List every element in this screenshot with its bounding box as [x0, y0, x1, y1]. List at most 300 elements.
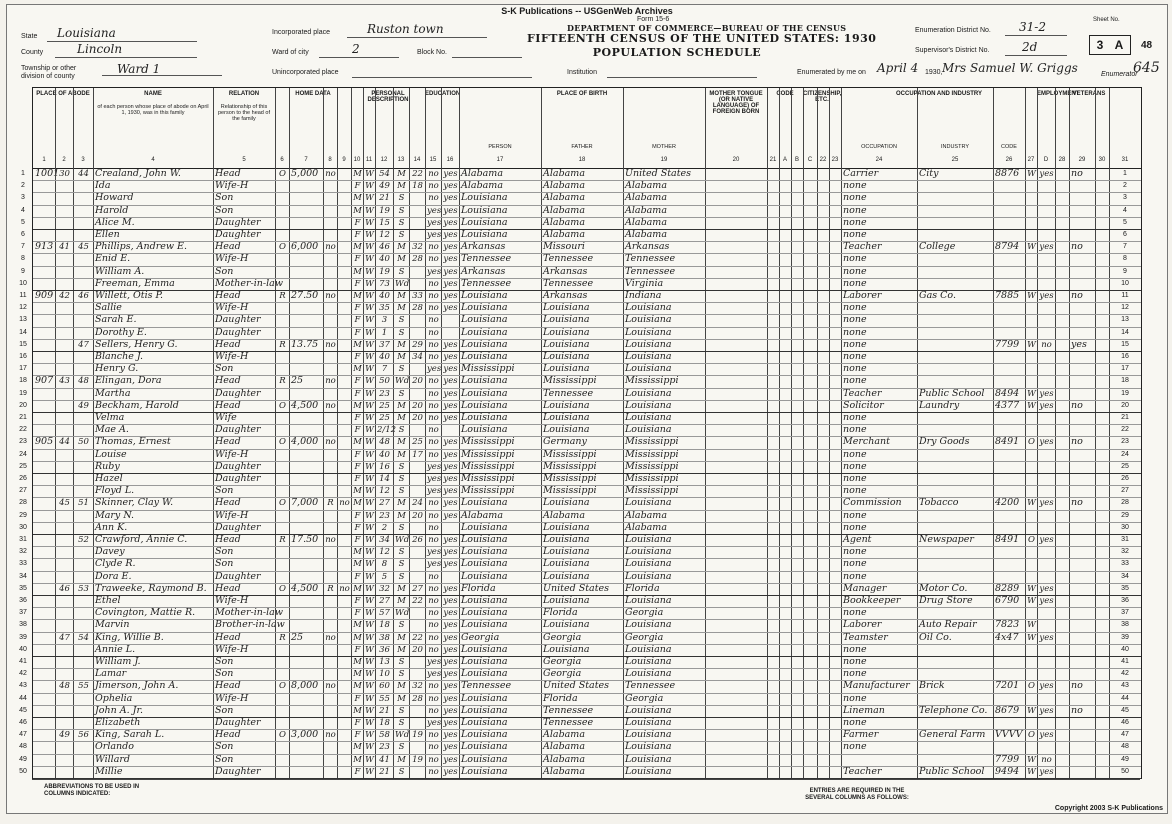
cell-st — [35, 729, 54, 741]
row-number-right: 35 — [1121, 584, 1129, 592]
cell-p: Louisiana — [461, 704, 508, 716]
header-sub-pob-mother: MOTHER — [652, 144, 676, 150]
cell-name: Harold — [95, 204, 129, 216]
row-rule — [33, 205, 1141, 206]
row-number-left: 21 — [19, 414, 27, 421]
cell-ind — [919, 571, 992, 583]
cell-rd: yes — [443, 754, 458, 765]
cell-rad — [325, 449, 336, 461]
cell-val — [291, 351, 322, 363]
cell-sch: yes — [427, 657, 442, 667]
cell-rad — [325, 656, 336, 668]
cell-occ: none — [843, 326, 867, 338]
cell-fam — [75, 754, 92, 766]
cell-mar: S — [398, 193, 405, 204]
cell-sex: M — [353, 754, 362, 765]
cell-vet — [1071, 534, 1094, 546]
cell-agm: 20 — [412, 400, 423, 411]
cell-val: 4,500 — [291, 399, 319, 411]
cell-name: Phillips, Andrew E. — [95, 241, 187, 253]
cell-p: Louisiana — [461, 692, 508, 704]
cell-rd: yes — [443, 388, 458, 399]
cell-vet — [1071, 741, 1094, 753]
cell-race: W — [365, 193, 374, 204]
cell-fam: 55 — [78, 681, 89, 692]
cell-val — [291, 741, 322, 753]
state-value: Louisiana — [57, 26, 116, 40]
cell-agm — [411, 656, 424, 668]
cell-emp — [1039, 327, 1054, 339]
row-number-right: 34 — [1121, 572, 1129, 580]
cell-race: W — [365, 388, 374, 399]
cell-code — [995, 607, 1024, 619]
cell-name: Jimerson, John A. — [95, 680, 179, 692]
cell-age: 14 — [379, 474, 390, 484]
cell-val: 4,000 — [291, 436, 319, 448]
cell-rd: yes — [443, 278, 458, 289]
row-rule — [33, 510, 1141, 511]
cell-sch: no — [428, 620, 439, 631]
row-rule — [33, 436, 1141, 437]
cell-f: Louisiana — [543, 570, 590, 582]
cell-name: Sellers, Henry G. — [95, 338, 178, 350]
cell-val — [291, 693, 322, 705]
cell-f: Alabama — [543, 204, 585, 216]
cell-m: Tennessee — [625, 253, 676, 265]
cell-f: Tennessee — [543, 704, 594, 716]
cell-cls — [1027, 278, 1036, 290]
cell-own — [277, 485, 288, 497]
cell-dw — [57, 314, 72, 326]
cell-mar: S — [398, 571, 405, 582]
cell-agm: 28 — [412, 693, 423, 704]
cell-agm: 18 — [412, 181, 423, 192]
cell-p: Louisiana — [461, 375, 508, 387]
cell-vet — [1071, 192, 1094, 204]
cell-val: 7,000 — [291, 497, 319, 509]
cell-code — [995, 473, 1024, 485]
cell-p: Louisiana — [461, 546, 508, 558]
cell-mar: M — [397, 400, 406, 411]
cell-rad — [325, 253, 336, 265]
cell-race: W — [365, 254, 374, 265]
cell-agm: 20 — [412, 413, 423, 423]
cell-race: W — [365, 449, 374, 460]
enumerated-by-label: Enumerated by me on — [797, 69, 866, 76]
cell-race: W — [365, 730, 374, 741]
header-group: VETERANS — [1072, 91, 1106, 97]
cell-st — [35, 754, 54, 766]
cell-emp: yes — [1039, 169, 1054, 179]
cell-farm — [339, 754, 350, 766]
cell-f: United States — [543, 582, 610, 594]
cell-sex: F — [354, 718, 361, 728]
cell-code — [995, 522, 1024, 534]
cell-f: Louisiana — [543, 643, 590, 655]
cell-val — [291, 180, 322, 192]
cell-agm — [411, 766, 424, 778]
cell-p: Louisiana — [461, 607, 508, 619]
cell-f: Alabama — [543, 216, 585, 228]
cell-agm: 28 — [412, 254, 423, 265]
cell-code — [995, 412, 1024, 424]
cell-rd: yes — [443, 669, 458, 680]
cell-sex: M — [353, 742, 362, 753]
row-rule — [33, 656, 1141, 657]
cell-age: 21 — [379, 766, 390, 777]
cell-ind: Public School — [919, 387, 985, 399]
cell-vet — [1071, 558, 1094, 570]
enum-district-label: Enumeration District No. — [915, 27, 991, 34]
cell-emp: yes — [1039, 437, 1054, 448]
cell-ind — [919, 424, 992, 436]
cell-dw: 45 — [59, 498, 70, 509]
cell-name: King, Willie B. — [95, 631, 164, 643]
table-row — [19, 656, 1141, 668]
cell-m: Mississippi — [625, 448, 679, 460]
cell-age: 15 — [379, 217, 390, 228]
form-number: Form 15-6 — [637, 16, 670, 23]
cell-own — [277, 656, 288, 668]
cell-st — [35, 278, 54, 290]
cell-val — [291, 314, 322, 326]
cell-farm — [339, 705, 350, 717]
row-number-left: 12 — [19, 304, 27, 312]
cell-rd: yes — [443, 498, 458, 509]
row-number-left: 42 — [19, 670, 27, 678]
cell-rad — [325, 705, 336, 717]
cell-st — [35, 351, 54, 363]
table-row — [19, 448, 1141, 461]
row-number-right: 40 — [1121, 645, 1129, 653]
cell-name: Skinner, Clay W. — [95, 497, 174, 509]
cell-val: 25 — [291, 631, 304, 643]
cell-sch: no — [428, 583, 439, 594]
row-rule — [33, 558, 1141, 559]
row-rule — [33, 595, 1141, 596]
cell-val — [291, 412, 322, 424]
table-row — [19, 277, 1141, 290]
row-rule — [33, 534, 1141, 535]
cell-occ: Laborer — [843, 290, 882, 301]
cell-code — [995, 266, 1024, 278]
cell-agm — [411, 278, 424, 290]
cell-name: Elizabeth — [95, 717, 141, 728]
cell-code: 8494 — [995, 387, 1020, 399]
cell-st — [35, 192, 54, 204]
cell-cls — [1027, 510, 1036, 522]
cell-agm — [411, 668, 424, 680]
cell-age: 16 — [379, 461, 390, 472]
cell-rad — [325, 607, 336, 619]
cell-code — [995, 314, 1024, 326]
cell-m: Louisiana — [625, 326, 672, 338]
header-sub-pob-person: PERSON — [488, 144, 512, 150]
column-number: 11 — [365, 157, 373, 163]
column-number: B — [794, 157, 799, 163]
cell-name: Henry G. — [95, 363, 139, 375]
cell-p: Louisiana — [461, 668, 508, 680]
cell-mar: S — [398, 657, 405, 667]
cell-race: W — [365, 461, 374, 472]
cell-own — [277, 192, 288, 204]
row-number-right: 14 — [1121, 328, 1129, 336]
cell-emp — [1039, 619, 1054, 631]
cell-mar: M — [397, 449, 406, 460]
cell-ind — [919, 327, 992, 339]
township-label: Township or other division of county — [21, 65, 77, 80]
cell-race: W — [365, 596, 374, 606]
cell-age: 2/12 — [377, 425, 397, 436]
cell-name: Howard — [95, 192, 134, 204]
row-rule — [33, 192, 1141, 193]
cell-rd: yes — [443, 376, 458, 387]
row-number-left: 22 — [19, 426, 27, 434]
cell-mar: M — [397, 291, 406, 301]
cell-age: 49 — [379, 181, 390, 192]
table-row — [19, 412, 1141, 424]
cell-ind — [919, 449, 992, 461]
cell-m: Georgia — [625, 692, 664, 704]
cell-st — [35, 180, 54, 192]
cell-emp — [1039, 424, 1054, 436]
row-number-left: 41 — [19, 658, 27, 665]
cell-code: 8794 — [995, 241, 1020, 253]
cell-race: W — [365, 266, 374, 277]
cell-vet — [1071, 205, 1094, 217]
row-rule — [33, 449, 1141, 450]
cell-m: Tennessee — [625, 265, 676, 277]
cell-occ: Manufacturer — [843, 680, 910, 692]
cell-p: Louisiana — [461, 387, 508, 399]
cell-own — [277, 693, 288, 705]
row-number-left: 25 — [19, 462, 27, 470]
cell-fam — [75, 741, 92, 753]
cell-f: Louisiana — [543, 424, 590, 436]
row-number-right: 45 — [1121, 706, 1129, 714]
cell-age: 23 — [379, 510, 390, 521]
cell-val — [291, 449, 322, 461]
cell-agm: 26 — [412, 535, 423, 545]
cell-val — [291, 619, 322, 631]
cell-st: 907 — [35, 375, 54, 387]
sup-district-value: 2d — [1022, 40, 1038, 54]
column-number: 21 — [769, 157, 777, 163]
cell-age: 27 — [379, 498, 390, 509]
row-number-right: 9 — [1123, 267, 1127, 275]
cell-ind — [919, 351, 992, 363]
cell-sch: yes — [427, 217, 442, 228]
sheet-letter: A — [1114, 38, 1124, 52]
cell-cls — [1027, 717, 1036, 729]
cell-cls — [1027, 485, 1036, 497]
cell-age: 40 — [379, 352, 390, 362]
cell-name: Hazel — [95, 473, 123, 484]
cell-sex: F — [354, 376, 361, 387]
cell-mar: M — [397, 754, 406, 765]
cell-agm: 22 — [412, 169, 423, 179]
table-row — [21, 253, 1141, 265]
cell-rd — [443, 571, 458, 583]
cell-age: 12 — [379, 547, 390, 558]
cell-ind: Newspaper — [919, 534, 974, 545]
archive-banner: S-K Publications -- USGenWeb Archives — [501, 6, 673, 16]
cell-dw — [57, 266, 72, 278]
cell-m: United States — [625, 168, 692, 179]
cell-code: 7799 — [995, 753, 1020, 765]
cell-occ: none — [843, 717, 867, 728]
cell-val: 27.50 — [291, 290, 319, 301]
cell-m: Virginia — [625, 277, 664, 289]
cell-rad — [325, 558, 336, 570]
cell-name: Elingan, Dora — [95, 375, 162, 387]
cell-val: 5,000 — [291, 168, 319, 179]
cell-emp — [1039, 229, 1054, 241]
cell-age: 60 — [379, 681, 390, 692]
cell-rad: no — [325, 376, 336, 387]
cell-rel: Head — [215, 534, 241, 545]
cell-st: 905 — [35, 436, 54, 448]
cell-vet — [1071, 766, 1094, 778]
cell-name: King, Sarah L. — [95, 729, 165, 741]
footer-legend — [32, 779, 1140, 810]
cell-own: O — [279, 169, 286, 179]
cell-cls: O — [1028, 535, 1035, 545]
cell-code: VVVV — [995, 729, 1023, 741]
cell-sch: no — [428, 766, 439, 777]
cell-p: Louisiana — [461, 534, 508, 545]
header-sub-pob-father: FATHER — [571, 144, 593, 150]
cell-occ: Teacher — [843, 241, 882, 253]
cell-rel: Son — [215, 753, 234, 765]
cell-age: 32 — [379, 583, 390, 594]
cell-race: W — [365, 608, 374, 619]
cell-emp — [1039, 510, 1054, 522]
table-row — [19, 753, 1141, 766]
cell-farm — [339, 229, 350, 241]
cell-race: W — [365, 632, 374, 643]
cell-fam — [75, 558, 92, 570]
cell-agm — [411, 522, 424, 534]
cell-rel: Wife-H — [215, 302, 249, 314]
cell-farm — [339, 595, 350, 607]
cell-rd: yes — [443, 486, 458, 497]
cell-rel: Head — [215, 338, 241, 350]
cell-age: 21 — [379, 705, 390, 716]
cell-age: 57 — [379, 608, 390, 619]
table-row — [19, 509, 1141, 522]
cell-st — [35, 607, 54, 619]
table-row — [19, 436, 1141, 448]
cell-p: Arkansas — [461, 265, 506, 277]
cell-race: W — [365, 352, 374, 362]
cell-cls: W — [1027, 632, 1036, 643]
row-number-right: 32 — [1121, 548, 1129, 556]
cell-farm — [339, 522, 350, 534]
cell-agm — [411, 205, 424, 217]
header-group: OCCUPATION AND INDUSTRY — [896, 91, 982, 97]
cell-occ: none — [843, 412, 867, 423]
cell-rd: yes — [443, 742, 458, 753]
cell-dw — [57, 717, 72, 729]
table-row — [19, 631, 1141, 644]
cell-code — [995, 229, 1024, 241]
cell-p: Louisiana — [461, 619, 508, 631]
cell-age: 40 — [379, 291, 390, 301]
cell-val — [291, 546, 322, 558]
cell-age: 5 — [381, 571, 388, 582]
column-number: A — [782, 157, 787, 163]
cell-mar: S — [398, 620, 405, 631]
cell-sch: yes — [427, 205, 442, 216]
cell-sex: M — [353, 364, 362, 375]
cell-own — [277, 607, 288, 619]
cell-farm — [339, 644, 350, 656]
row-number-left: 44 — [19, 694, 27, 702]
cell-ind: Tobacco — [919, 497, 959, 509]
cell-m: Louisiana — [625, 497, 672, 509]
cell-ind — [919, 693, 992, 705]
cell-vet — [1071, 619, 1094, 631]
cell-cls: W — [1027, 766, 1036, 777]
cell-own — [277, 388, 288, 400]
cell-dw — [57, 656, 72, 668]
table-row — [19, 704, 1141, 717]
cell-fam — [75, 217, 92, 229]
row-rule — [33, 705, 1141, 706]
row-rule — [33, 412, 1141, 413]
column-number: 29 — [1078, 157, 1086, 163]
cell-occ: Agent — [843, 534, 872, 545]
cell-vet — [1071, 656, 1094, 668]
cell-f: Tennessee — [543, 277, 594, 289]
cell-rd: yes — [443, 632, 458, 643]
cell-m: Mississippi — [625, 436, 679, 448]
cell-name: Mary N. — [95, 509, 135, 521]
cell-vet: no — [1071, 399, 1083, 411]
cell-val: 6,000 — [291, 241, 319, 253]
cell-rd — [443, 314, 458, 326]
cell-name: Davey — [95, 546, 125, 558]
cell-st — [35, 619, 54, 631]
cell-age: 10 — [379, 669, 390, 680]
cell-own: R — [279, 339, 286, 350]
row-number-right: 8 — [1123, 255, 1127, 263]
cell-age: 23 — [379, 388, 390, 399]
row-number-left: 50 — [19, 767, 27, 775]
cell-p: Mississippi — [461, 448, 515, 460]
cell-fam — [75, 571, 92, 583]
cell-emp: yes — [1039, 242, 1054, 253]
cell-rel: Wife-H — [215, 351, 249, 362]
cell-st — [35, 461, 54, 473]
cell-f: Mississippi — [543, 485, 597, 497]
row-number-right: 47 — [1121, 731, 1129, 739]
cell-fam: 50 — [78, 437, 89, 448]
cell-farm — [339, 388, 350, 400]
cell-mar: S — [398, 364, 405, 375]
cell-farm: no — [339, 498, 350, 509]
table-row — [19, 399, 1141, 412]
cell-fam — [75, 205, 92, 217]
cell-rel: Head — [215, 241, 241, 253]
cell-race: W — [365, 535, 374, 545]
cell-st — [35, 497, 54, 509]
cell-ind — [919, 253, 992, 265]
cell-own: R — [279, 376, 286, 387]
cell-sex: M — [353, 498, 362, 509]
row-number-left: 9 — [21, 267, 25, 275]
